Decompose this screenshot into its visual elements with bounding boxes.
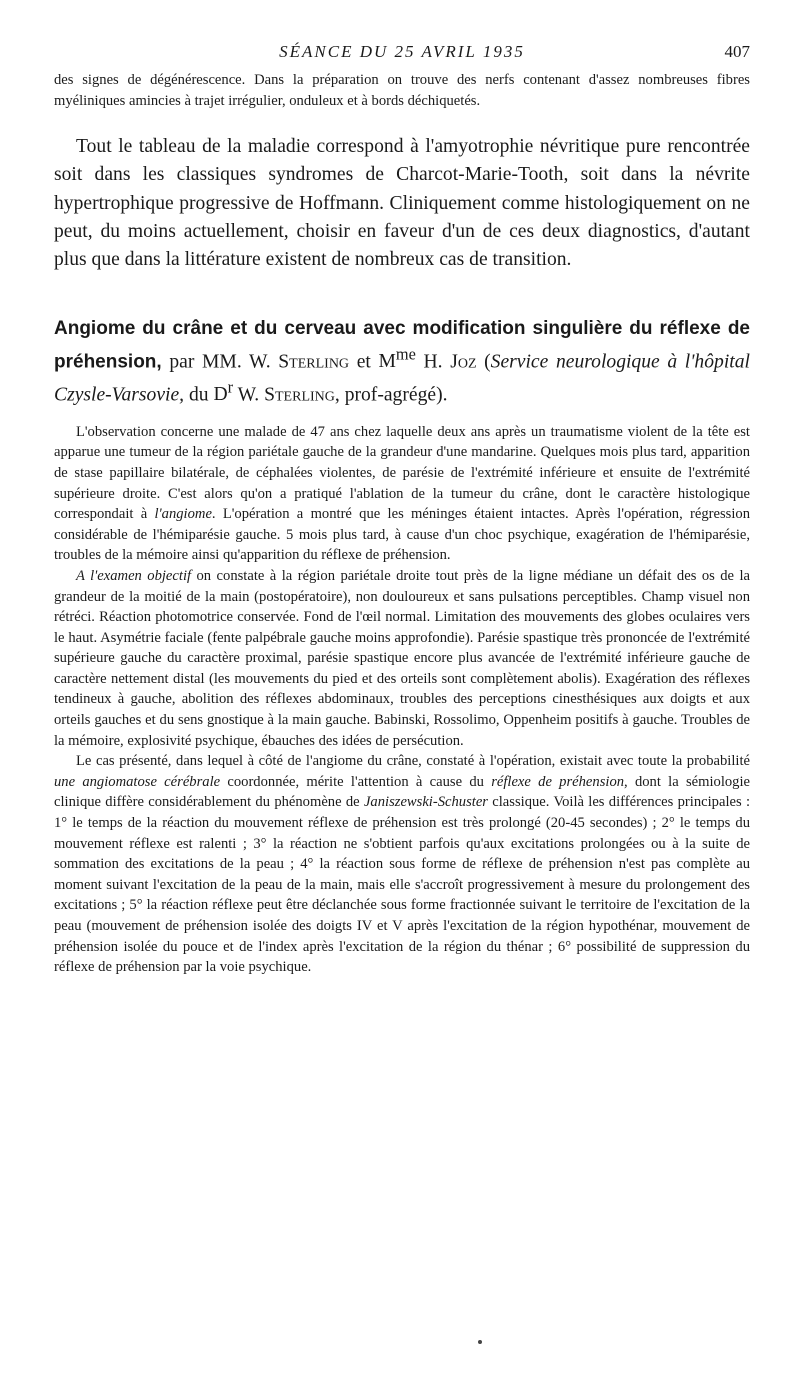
affiliation: (Service neurologique à l'hôpital Czysle-Varsovie, bbox=[54, 351, 750, 406]
service-name: Service neurologique à l'hôpital Czysle-Varsovie, bbox=[54, 351, 750, 406]
article-body bbox=[54, 422, 750, 978]
dr-name: Sterling, bbox=[264, 384, 340, 406]
mme-label: $M^{me}$ bbox=[378, 344, 416, 373]
article-heading bbox=[54, 316, 750, 408]
dr-initial: W. bbox=[237, 384, 260, 406]
author1-initial: W. bbox=[249, 351, 271, 373]
print-speck bbox=[478, 1340, 482, 1344]
exam-paragraph: A l'examen objectif on constate à la région pariétale droite tout près de la ligne médiane un défait des os de la grandeur de la moitié de la main (postopératoire), non douloureux et sans pulsations perceptibles. Champ visuel non rétréci. Réaction photomotrice conservée. Fond de l'œil normal. Limitation des mouvements des globes oculaires vers le haut. Asymétrie faciale (fente palpébrale gauche moins approfondie). Parésie spastique très prononcée de l'extrémité supérieure gauche du caractère proximal, parésie spastique encore plus avancée de l'extrémité inférieure gauche de caractère nettement distal (les mouvements du pied et des orteils sont complètement abolis). Exagération des réflexes tendineux à gauche, abolition des réflexes abdominaux, troubles des perceptions cinesthésiques aux doigts et aux orteils gauches et du sens gnostique à la main gauche. Babinski, Rossolimo, Oppenheim positifs à gauche. Troubles de la mémoire, explosivité psychique, ébauches des idées de persécution. bbox=[54, 567, 750, 749]
page-number: 407 bbox=[724, 42, 750, 61]
du-label: du bbox=[188, 384, 209, 406]
running-header bbox=[54, 40, 750, 70]
par-label: par MM. bbox=[169, 351, 242, 373]
et-label: et bbox=[356, 351, 371, 373]
conclusion-paragraph: Tout le tableau de la maladie correspond à l'amyotrophie névritique pure rencontrée soit dans les classiques syndromes de Charcot-Marie-Tooth, soit dans la névrite hypertrophique progressive de Hoffmann. Cliniquement comme histologiquement on ne peut, du moins actuellement, choisir en faveur d'un de ces deux diagnostics, d'autant plus que dans la littérature existent de nombreux cas de transition. bbox=[54, 136, 750, 270]
article-title: Angiome du crâne et du cerveau avec modification singulière du réflexe de préhension, bbox=[54, 318, 750, 373]
prof-label: prof-agrégé). bbox=[344, 384, 448, 406]
running-title: SÉANCE DU 25 AVRIL 1935 bbox=[279, 42, 525, 61]
author2-initial: H. bbox=[423, 351, 443, 373]
author1-name: Sterling bbox=[278, 351, 350, 373]
continuation-paragraph: des signes de dégénérescence. Dans la préparation on trouve des nerfs contenant d'assez nombreuses fibres myéliniques amincies à trajet irrégulier, onduleux et à bords déchiquetés. bbox=[54, 72, 750, 109]
observation-paragraph: L'observation concerne une malade de 47 ans chez laquelle deux ans après un traumatisme violent de la tête est apparue une tumeur de la région pariétale gauche de la grandeur d'une mandarine. Quelques mois plus tard, apparition de stase papillaire bilatérale, de céphalées violentes, de parésie de l'extrémité inférieure et ensuite de l'extrémité supérieure droite. C'est alors qu'on a pratiqué l'ablation de la tumeur du crâne, dont le caractère histologique correspondait à l'angiome. L'opération a montré que les méninges étaient intactes. Après l'opération, régression considérable de l'hémiparésie gauche. 5 mois plus tard, à cause d'un choc psychique, exagération de l'hémiparésie, troubles de la mémoire ainsi qu'apparition du réflexe de préhension. bbox=[54, 423, 750, 564]
discussion-paragraph: Le cas présenté, dans lequel à côté de l'angiome du crâne, constaté à l'opération, existait avec toute la probabilité une angiomatose cérébrale coordonnée, mérite l'attention à cause du réflexe de préhension, dont la sémiologie clinique diffère considérablement du phénomène de Janiszewski-Schuster classique. Voilà les différences principales : 1° le temps de la réaction du mouvement réflexe de préhension est très prolongé (20-45 secondes) ; 2° le temps du mouvement réflexe est ralenti ; 3° la réaction ne s'obtient parfois qu'aux excitations prolongées ou à la suite de sommation des excitations de la peau ; 4° la réaction sous forme de réflexe de préhension n'est pas complète au moment suivant l'excitation de la peau de la main, mais elle s'accroît progressivement à mesure du prolongement des excitations ; 5° la réaction réflexe peut être déclanchée sous forme fractionnée suivant le territoire de l'excitation de la peau (mouvement de préhension isolée des doigts IV et V après l'excitation de la région hypothénar, mouvement de préhension isolée du pouce et de l'index après l'excitation de la région du thénar ; 6° possibilité de suppression du réflexe de préhension par la voie psychique. bbox=[54, 753, 751, 976]
author2-name: Joz bbox=[450, 351, 477, 373]
page bbox=[54, 40, 750, 978]
dr-label: $D^r$ bbox=[213, 377, 234, 406]
